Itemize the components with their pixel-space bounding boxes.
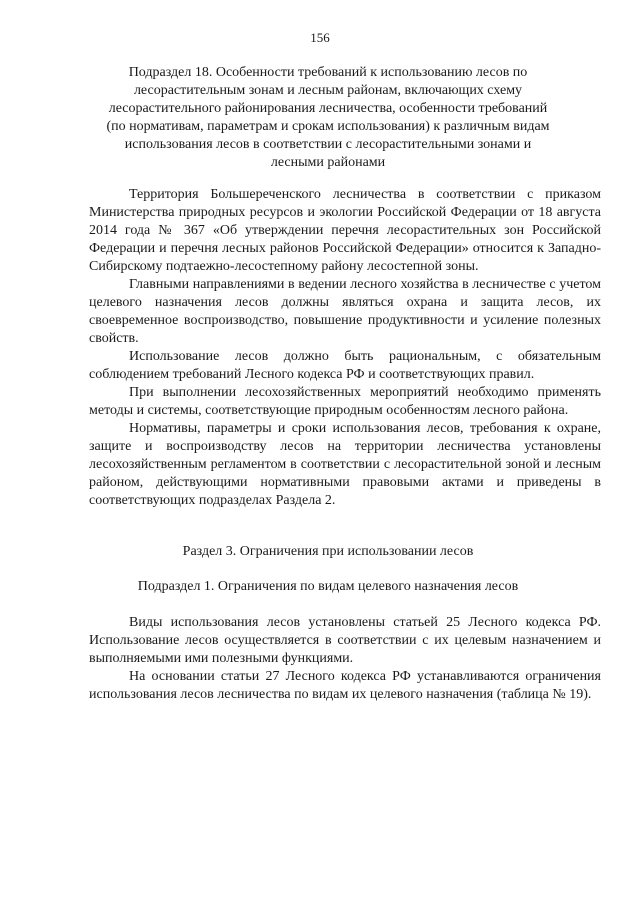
section-3-heading: Раздел 3. Ограничения при использовании лесов xyxy=(182,544,474,559)
subsection-18-heading: Подраздел 18. Особенности требований к использованию лесов по лесорастительным зонам и лесным районам, включающих схему лесорастительного районирования лесничества, особенности требований (по нормативам, параметрам и срокам использования) к различным видам использования лесов в соответствии с лесорастительными зонами и лесными районами xyxy=(106,65,550,170)
paragraph: Территория Большереченского лесничества в соответствии с приказом Министерства природных ресурсов и экологии Российской Федерации от 18 августа 2014 года № 367 «Об утверждении перечня лесорастительных зон Российской Федерации и перечня лесных районов Российской Федерации» относится к Западно-Сибирскому подтаежно-лесостепному району лесостепной зоны. xyxy=(89,187,601,274)
paragraph: На основании статьи 27 Лесного кодекса РФ устанавливаются ограничения использования лесов лесничества по видам их целевого назначения (таблица № 19). xyxy=(89,669,601,702)
subsection-18-body xyxy=(89,186,601,510)
paragraph: Нормативы, параметры и сроки использования лесов, требования к охране, защите и воспроизводству лесов на территории лесничества установлены лесохозяйственным регламентом в соответствии с лесорастительной зоной и лесным районом, действующими нормативными правовыми актами и приведены в соответствующих подразделах Раздела 2. xyxy=(89,421,601,508)
paragraph: Главными направлениями в ведении лесного хозяйства в лесничестве с учетом целевого назначения лесов должны являться охрана и защита лесов, их своевременное воспроизводство, повышение продуктивности и усиление полезных свойств. xyxy=(89,277,601,346)
page-number: 156 xyxy=(310,30,330,45)
subsection-1-heading: Подраздел 1. Ограничения по видам целевого назначения лесов xyxy=(137,579,519,594)
subsection-1-body xyxy=(89,614,601,704)
paragraph: При выполнении лесохозяйственных мероприятий необходимо применять методы и системы, соответствующие природным особенностям лесного района. xyxy=(89,385,601,418)
paragraph: Виды использования лесов установлены статьей 25 Лесного кодекса РФ. Использование лесов осуществляется в соответствии с их целевым назначением и выполняемыми ими полезными функциями. xyxy=(89,615,601,666)
paragraph: Использование лесов должно быть рациональным, с обязательным соблюдением требований Лесного кодекса РФ и соответствующих правил. xyxy=(89,349,601,382)
